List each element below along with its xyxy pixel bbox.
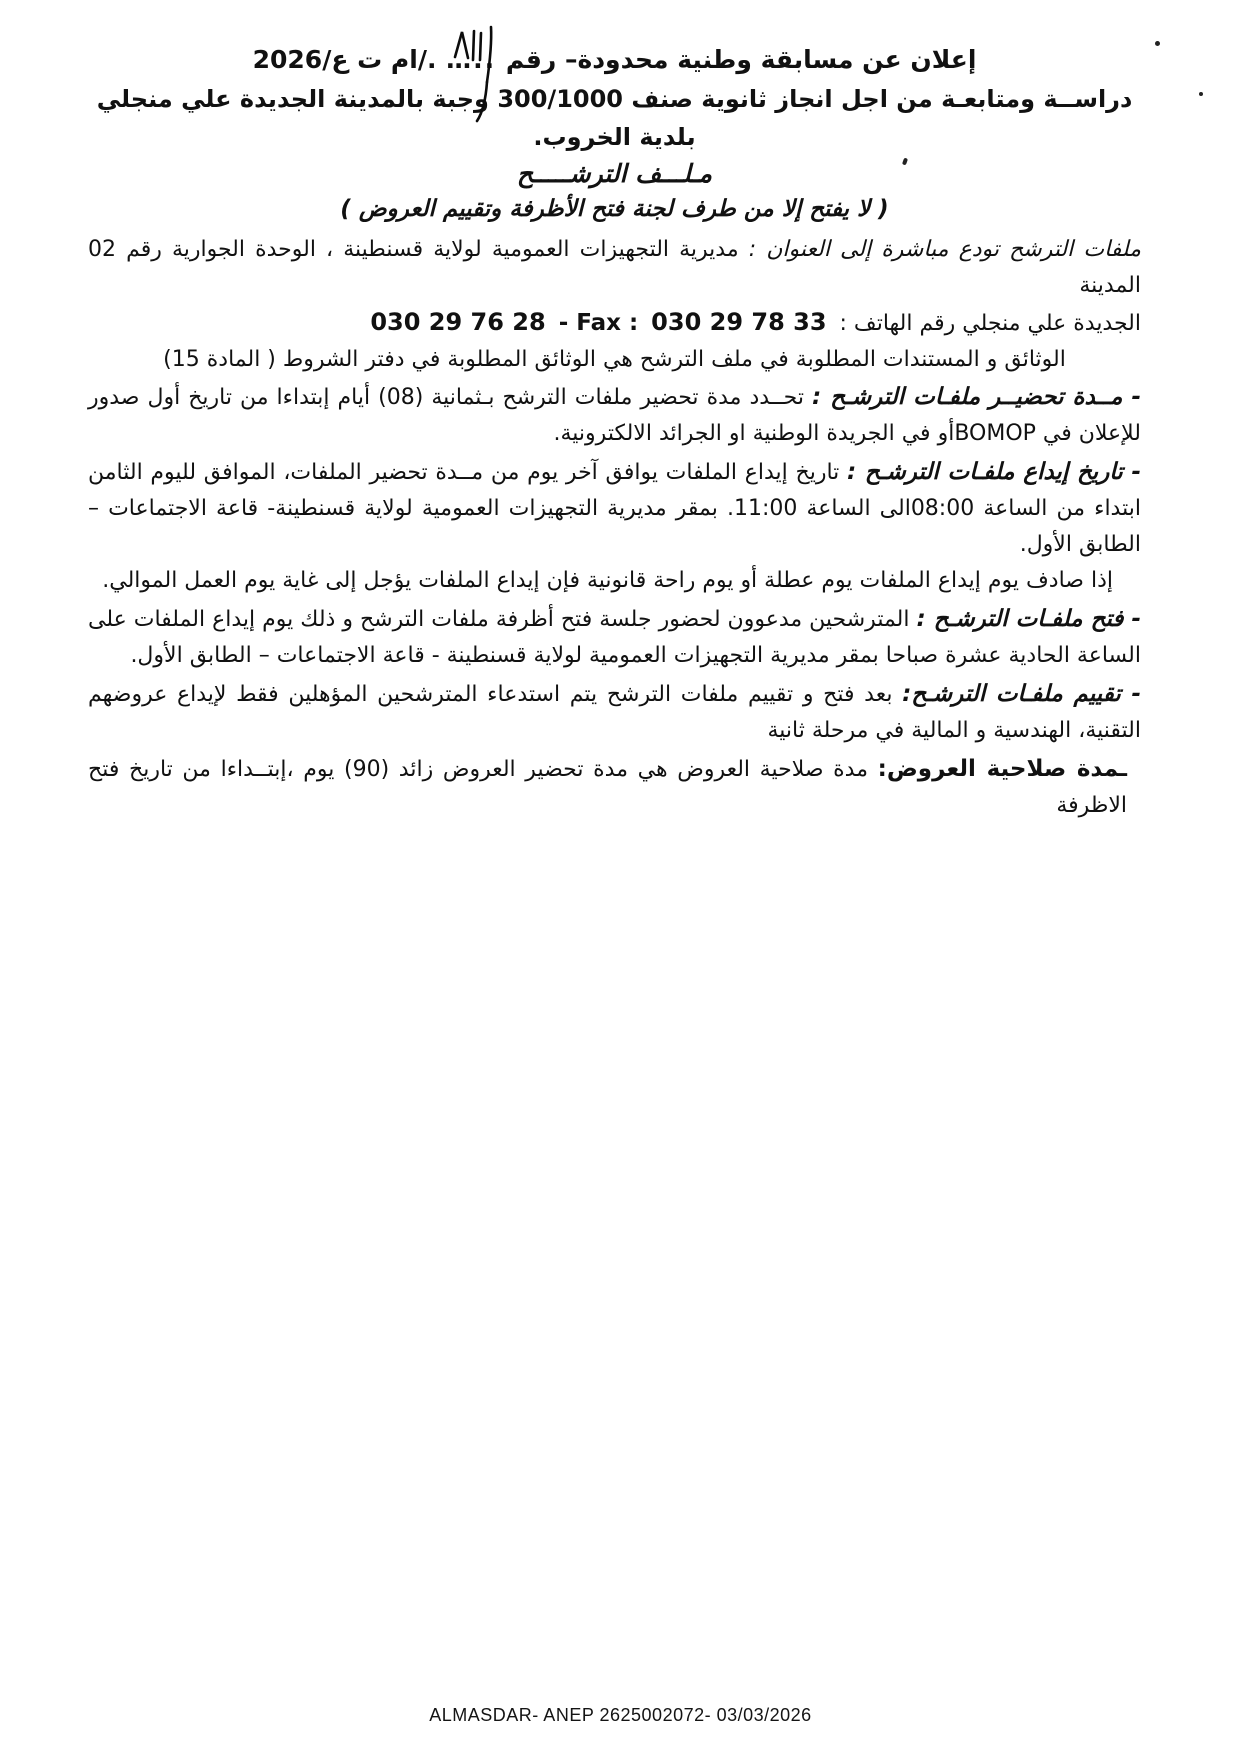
section-preparation-period xyxy=(88,379,1141,452)
section-lead: - فتح ملفـات الترشـح : xyxy=(916,606,1141,632)
section-deposit-date xyxy=(88,454,1141,563)
title-line-3-file: مـلـــف الترشـــــح xyxy=(516,159,713,188)
reference-number-dots: ..… xyxy=(445,40,497,80)
address-line-1 xyxy=(88,232,1141,304)
address-rest: مديرية التجهيزات العمومية لولاية قسنطينة ، الوحدة الجوارية رقم 02 المدينة xyxy=(88,237,1141,298)
title-line-1 xyxy=(88,40,1141,80)
address-line-2-phone-fax xyxy=(88,304,1141,342)
section-opening-files xyxy=(88,601,1141,674)
holiday-postpone-note: إذا صادف يوم إيداع الملفات يوم عطلة أو يوم راحة قانونية فإن إيداع الملفات يؤجل إلى غاية يوم العمل الموالي. xyxy=(102,568,1113,593)
title-line1-suffix: ./ام ت ع/2026 xyxy=(252,45,437,74)
section-lead: - مــدة تحضيــر ملفـات الترشـح : xyxy=(812,384,1141,410)
section-lead: - تاريخ إيداع ملفـات الترشـح : xyxy=(847,459,1141,485)
document-body xyxy=(88,40,1141,824)
address-lead: ملفات الترشح تودع مباشرة إلى العنوان : xyxy=(748,237,1141,262)
section-body: بعد فتح و تقييم ملفات الترشح يتم استدعاء المترشحين المؤهلين فقط لإيداع عروضهم التقنية، الهندسية و المالية في مرحلة ثانية xyxy=(88,682,1141,743)
title-line-4-warning: ( لا يفتح إلا من طرف لجنة فتح الأظرفة وتقييم العروض ) xyxy=(340,196,889,222)
phone-number: 030 29 78 33 xyxy=(651,308,827,336)
phone-label: الجديدة علي منجلي رقم الهاتف : xyxy=(839,311,1141,336)
title-line1-text: إعلان عن مسابقة وطنية محدودة– رقم xyxy=(505,45,977,74)
section-evaluation-files xyxy=(88,676,1141,749)
section-body: مدة صلاحية العروض هي مدة تحضير العروض زائد (90) يوم ،إبتــداءا من تاريخ فتح الاظرفة xyxy=(88,757,1127,818)
section-lead: ـمدة صلاحية العروض: xyxy=(877,756,1127,782)
section-body: المترشحين مدعوون لحضور جلسة فتح أظرفة ملفات الترشح و ذلك يوم إيداع الملفات على الساعة الحادية عشرة صباحا بمقر مديرية التجهيزات العمومية لولاية قسنطينة - قاعة الاجتماعات – الطابق الأول. xyxy=(88,607,1141,668)
scan-speck xyxy=(1199,92,1203,96)
required-documents-line: الوثائق و المستندات المطلوبة في ملف الترشح هي الوثائق المطلوبة في دفتر الشروط ( المادة 15) xyxy=(163,347,1066,372)
section-body: تاريخ إيداع الملفات يوافق آخر يوم من مــدة تحضير الملفات، الموافق لليوم الثامن ابتداء من الساعة 08:00الى الساعة 11:00. بمقر مديرية التجهيزات العمومية لولاية قسنطينة- قاعة الاجتماعات – الطابق الأول. xyxy=(88,460,1141,557)
section-offers-validity xyxy=(88,751,1141,824)
scan-speck xyxy=(1155,41,1160,46)
section-lead: - تقييم ملفـات الترشـح: xyxy=(902,681,1141,707)
section-body: تحــدد مدة تحضير ملفات الترشح بـثمانية (08) أيام إبتداءا من تاريخ أول صدور للإعلان في BOMOPأو في الجريدة الوطنية او الجرائد الالكترونية. xyxy=(88,385,1141,446)
fax-number: 030 29 76 28 xyxy=(370,308,546,336)
title-line-2-project: دراســة ومتابعـة من اجل انجاز ثانوية صنف 300/1000 وجبة بالمدينة الجديدة علي منجلي بلدية الخروب. xyxy=(96,85,1133,151)
anep-footer: ALMASDAR- ANEP 2625002072- 03/03/2026 xyxy=(429,1705,812,1725)
fax-label: - Fax : xyxy=(558,310,639,336)
